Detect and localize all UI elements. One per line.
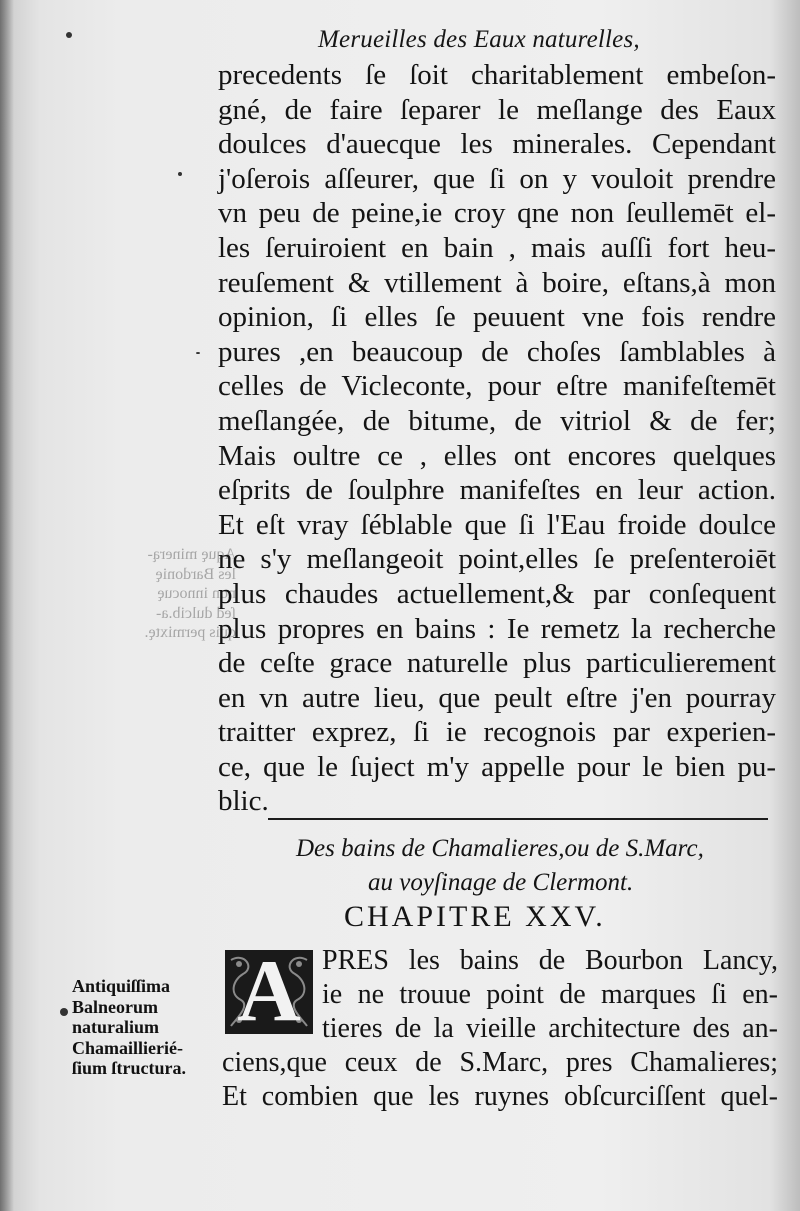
decorated-initial — [225, 943, 313, 1040]
bleed-line: quis permixtę. — [144, 624, 236, 641]
body-line: j'oſerois aſſeurer, que ſi on y vouloit prendre — [218, 162, 776, 195]
running-head: Merueilles des Eaux naturelles, — [318, 26, 640, 53]
chapter-line: ciens,que ceux de S.Marc, pres Chamalieres; — [222, 1047, 778, 1078]
drop-cap-letter: A — [237, 943, 301, 1040]
body-text — [218, 58, 776, 819]
margin-note-line: Antiquiſſima — [72, 976, 171, 996]
section-heading-line: au voyſinage de Clermont. — [368, 869, 634, 896]
margin-note-line: Balneorum — [72, 996, 159, 1017]
chapter-line: tieres de la vieille architecture des an- — [322, 1013, 778, 1044]
section-heading-line: Des bains de Chamalieres,ou de S.Marc, — [296, 835, 704, 862]
body-line: reuſement & vtillement à boire, eſtans,à mon — [218, 266, 776, 299]
ink-speck — [66, 32, 72, 38]
chapter-line: ie ne trouue point de marques ſi en- — [322, 979, 778, 1010]
gutter-shadow — [0, 0, 14, 1211]
body-line: ce, que le ſuject m'y appelle pour le bien pu- — [218, 750, 776, 783]
margin-note-line: Chamaillierié- — [72, 1037, 183, 1058]
body-line: plus chaudes actuellement,& par conſequent — [218, 577, 776, 610]
chapter-title: CHAPITRE XXV. — [344, 900, 606, 933]
body-line: blic. — [218, 785, 269, 818]
bleed-line: Aquę minerą- — [147, 546, 236, 563]
body-line: de ceſte grace naturelle plus particulierement — [218, 647, 776, 680]
margin-note-line: naturalium — [72, 1017, 160, 1037]
body-line: plus propres en bains : Ie remetz la recherche — [218, 612, 776, 645]
body-line: les ſeruiroient en bain , mais auſſi fort heu- — [218, 231, 776, 264]
section-heading — [222, 832, 762, 900]
chapter-continuation-text — [222, 1046, 778, 1114]
ink-speck — [60, 1008, 68, 1016]
chapter-line: Et combien que les ruynes obſcurciſſent quel- — [222, 1081, 778, 1112]
body-line: doulces d'auecque les minerales. Cependant — [218, 128, 776, 161]
body-line: Mais oultre ce , elles ont encores quelques — [218, 439, 776, 472]
body-line: ne s'y meſlangeoit point,elles ſe preſenteroiēt — [218, 543, 776, 576]
ink-speck — [196, 352, 200, 354]
body-line: precedents ſe ſoit charitablement embeſon- — [218, 59, 776, 91]
chapter-line: PRES les bains de Bourbon Lancy, — [322, 945, 778, 976]
body-line: traitter exprez, ſi ie recognois par experien- — [218, 716, 776, 749]
body-line: celles de Vicleconte, pour eſtre manifeſtemēt — [218, 370, 776, 403]
body-line: opinion, ſi elles ſe peuuent vne fois rendre — [218, 301, 776, 334]
body-line: en vn autre lieu, que peult eſtre j'en pourray — [218, 681, 776, 714]
body-line: pures ,en beaucoup de choſes ſamblables à — [218, 335, 776, 368]
body-line: vn peu de peine,ie croy qne non ſeullemēt el- — [218, 197, 776, 230]
bleed-line: les Bardonię — [155, 565, 236, 583]
ink-speck — [178, 172, 182, 176]
bleed-through-margin-note — [86, 545, 236, 643]
bleed-line: non innocuę — [157, 585, 236, 602]
body-line: meſlangée, de bitume, de vitriol & de fer; — [218, 404, 776, 437]
margin-note-line: ſium ſtructura. — [72, 1058, 186, 1078]
bleed-line: ſed dulcib.a- — [156, 604, 236, 622]
margin-note — [72, 976, 232, 1079]
body-line: gné, de faire ſeparer le meſlange des Eaux — [218, 93, 776, 126]
section-rule — [268, 818, 768, 820]
chapter-opening-text — [322, 944, 778, 1046]
body-line: eſprits de ſoulphre manifeſtes en leur action. — [218, 474, 776, 507]
body-line: Et eſt vray ſéblable que ſi l'Eau froide doulce — [218, 508, 776, 541]
